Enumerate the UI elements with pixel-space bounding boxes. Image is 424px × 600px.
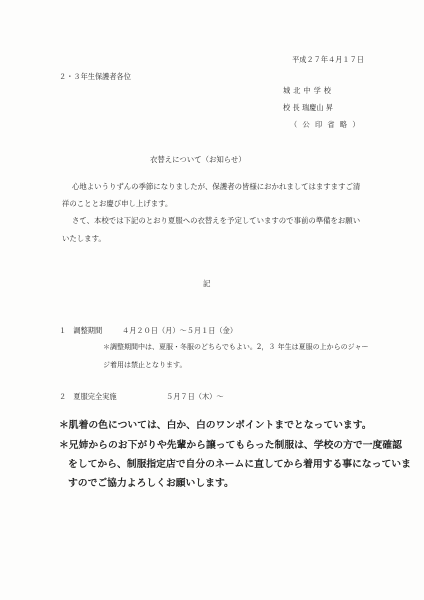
item-1-date: ４月２０日（月）～５月１日（金） [122, 326, 238, 335]
school-name: 城北中学校 [283, 86, 334, 95]
item-1-note-line-1: ＊調整期間中は、夏服・冬服のどちらでもよい。2，３ 年生は夏服の上からのジャー [103, 343, 369, 351]
greeting-line-1: 心地よいうりずんの季節になりましたが、保護者の皆様におかれましてはますますご清 [72, 182, 361, 191]
note-line-4: すのでご協力よろしくお願いします。 [68, 478, 234, 489]
notice-title: 衣替えについて（お知らせ） [150, 155, 246, 164]
item-2-label: ２ 夏服完全実施 [59, 392, 117, 401]
seal-omitted: （ 公 印 省 略 ） [290, 120, 362, 129]
principal-name: 校 長 瑞慶山 昇 [283, 103, 333, 112]
ki-heading: 記 [203, 279, 211, 288]
item-1-note-line-2: ジ着用は禁止となります。 [103, 361, 187, 369]
greeting-line-2: 祥のこととお慶び申し上げます。 [62, 199, 173, 208]
intro-line-1: さて、本校では下記のとおり夏服への衣替えを予定していますので事前の準備をお願い [72, 216, 361, 225]
note-line-2: ＊兄姉からのお下がりや先輩から譲ってもらった制服は、学校の方で一度確認 [59, 440, 402, 451]
recipient: ２・３年生保護者各位 [59, 72, 131, 81]
item-2-date: ５月７日（木）～ [166, 392, 224, 401]
note-line-3: をしてから、制服指定店で自分のネームに直してから着用する事になっていま [68, 459, 411, 470]
issue-date: 平成２７年４月１７日 [292, 55, 364, 64]
item-1-label: １ 調整期間 [59, 326, 103, 335]
intro-line-2: いたします。 [62, 234, 106, 243]
note-line-1: ＊肌着の色については、白か、白のワンポイントまでとなっています。 [59, 420, 372, 431]
